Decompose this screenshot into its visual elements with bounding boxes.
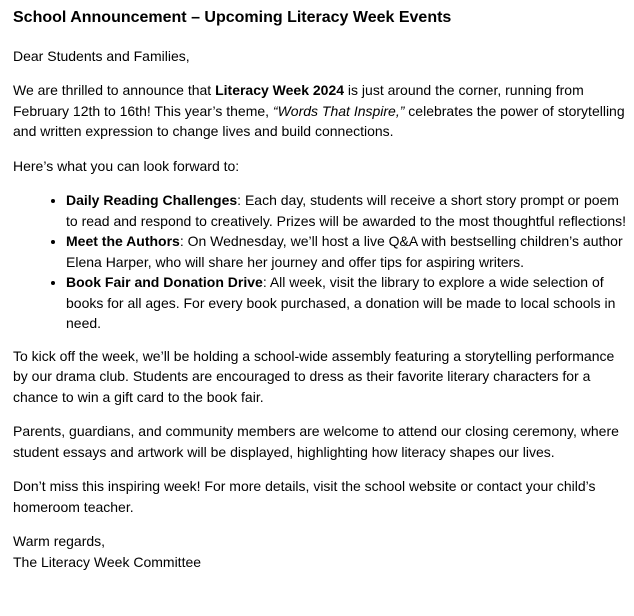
document-title: School Announcement – Upcoming Literacy Week Events — [13, 9, 452, 26]
bullet-text: : Each day, students will receive a short story prompt or poem to read and respond to creatively. Prizes will be awarded to the most thoughtful reflections! — [66, 192, 627, 229]
bullet-label: Book Fair and Donation Drive — [66, 274, 263, 290]
list-intro: Here’s what you can look forward to: — [13, 157, 240, 174]
paragraph-assembly: To kick off the week, we’ll be holding a school-wide assembly featuring a storytelling performance by our drama club. Students are encouraged to dress as their favorite literary characters for a chance to win a gift card to the book fair. — [13, 347, 615, 405]
bullet-label: Daily Reading Challenges — [66, 192, 238, 208]
salutation: Dear Students and Families, — [13, 47, 190, 64]
list-item-daily-reading — [66, 190, 628, 231]
bullet-label: Meet the Authors — [66, 233, 180, 249]
intro-text-mid: is just around the corner, running from February 12th to 16th! This year’s theme, — [13, 82, 584, 119]
intro-text-post: celebrates the power of storytelling and written expression to change lives and build connections. — [13, 102, 625, 139]
closing-salutation: Warm regards, — [13, 533, 106, 549]
intro-italic-theme: “Words That Inspire,” — [272, 102, 405, 119]
bullet-text: : All week, visit the library to explore a wide selection of books for all ages. For every book purchased, a donation will be made to local schools in need. — [66, 274, 616, 331]
closing-signature: The Literacy Week Committee — [13, 553, 202, 570]
list-item-book-fair — [66, 272, 628, 334]
list-item-meet-authors — [66, 231, 628, 272]
intro-paragraph — [13, 80, 628, 142]
bullet-text: : On Wednesday, we’ll host a live Q&A with bestselling children’s author Elena Harper, who will share her journey and offer tips for aspiring writers. — [66, 233, 623, 270]
paragraph-dont-miss: Don’t miss this inspiring week! For more details, visit the school website or contact your child’s homeroom teacher. — [13, 478, 596, 515]
intro-text-pre: We are thrilled to announce that — [13, 82, 216, 98]
paragraph-closing-ceremony: Parents, guardians, and community members are welcome to attend our closing ceremony, where student essays and artwork will be displayed, highlighting how literacy shapes our lives. — [13, 423, 619, 460]
intro-bold-literacy-week: Literacy Week 2024 — [215, 82, 345, 98]
event-list — [13, 190, 628, 334]
